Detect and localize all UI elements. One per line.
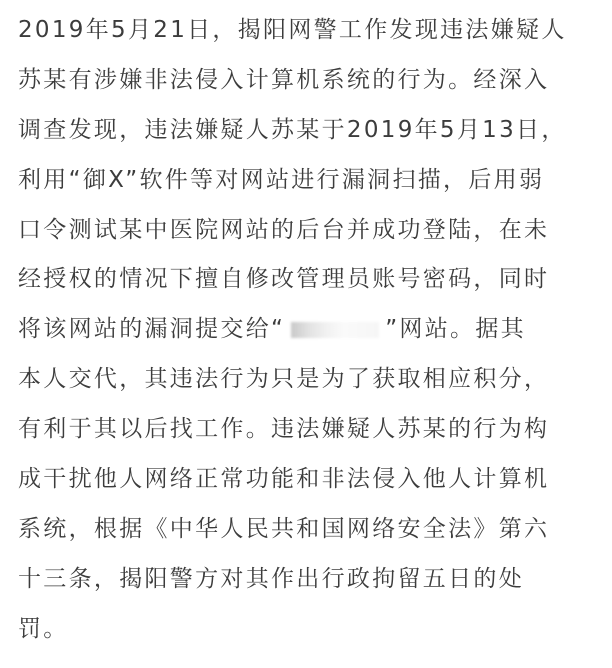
text-line-7-after: ”网站。据其 xyxy=(385,316,526,343)
text-line-1: 2019年5月21日，揭阳网警工作发现违法嫌疑人 xyxy=(18,17,567,43)
article-body xyxy=(18,6,600,655)
text-line-6: 经授权的情况下擅自修改管理员账号密码，同时 xyxy=(18,266,550,293)
text-line-7-before: 将该网站的漏洞提交给“ xyxy=(18,316,286,343)
text-line-2: 苏某有涉嫌非法侵入计算机系统的行为。经深入 xyxy=(18,66,550,93)
text-line-8: 本人交代，其违法行为只是为了获取相应积分， xyxy=(18,366,550,393)
redacted-website-name xyxy=(291,322,379,338)
text-line-12: 十三条，揭阳警方对其作出行政拘留五日的处 xyxy=(18,565,524,592)
text-line-10: 成干扰他人网络正常功能和非法侵入他人计算机 xyxy=(18,466,550,493)
text-line-5: 口令测试某中医院网站的后台并成功登陆，在未 xyxy=(18,216,550,243)
text-line-13: 罚。 xyxy=(18,615,69,642)
text-line-9: 有利于其以后找工作。违法嫌疑人苏某的行为构 xyxy=(18,416,550,443)
text-line-7 xyxy=(18,305,600,355)
text-line-11: 系统，根据《中华人民共和国网络安全法》第六 xyxy=(18,515,550,542)
text-line-3: 调查发现，违法嫌疑人苏某于2019年5月13日， xyxy=(18,116,567,143)
text-line-4: 利用“御X”软件等对网站进行漏洞扫描，后用弱 xyxy=(18,166,545,193)
